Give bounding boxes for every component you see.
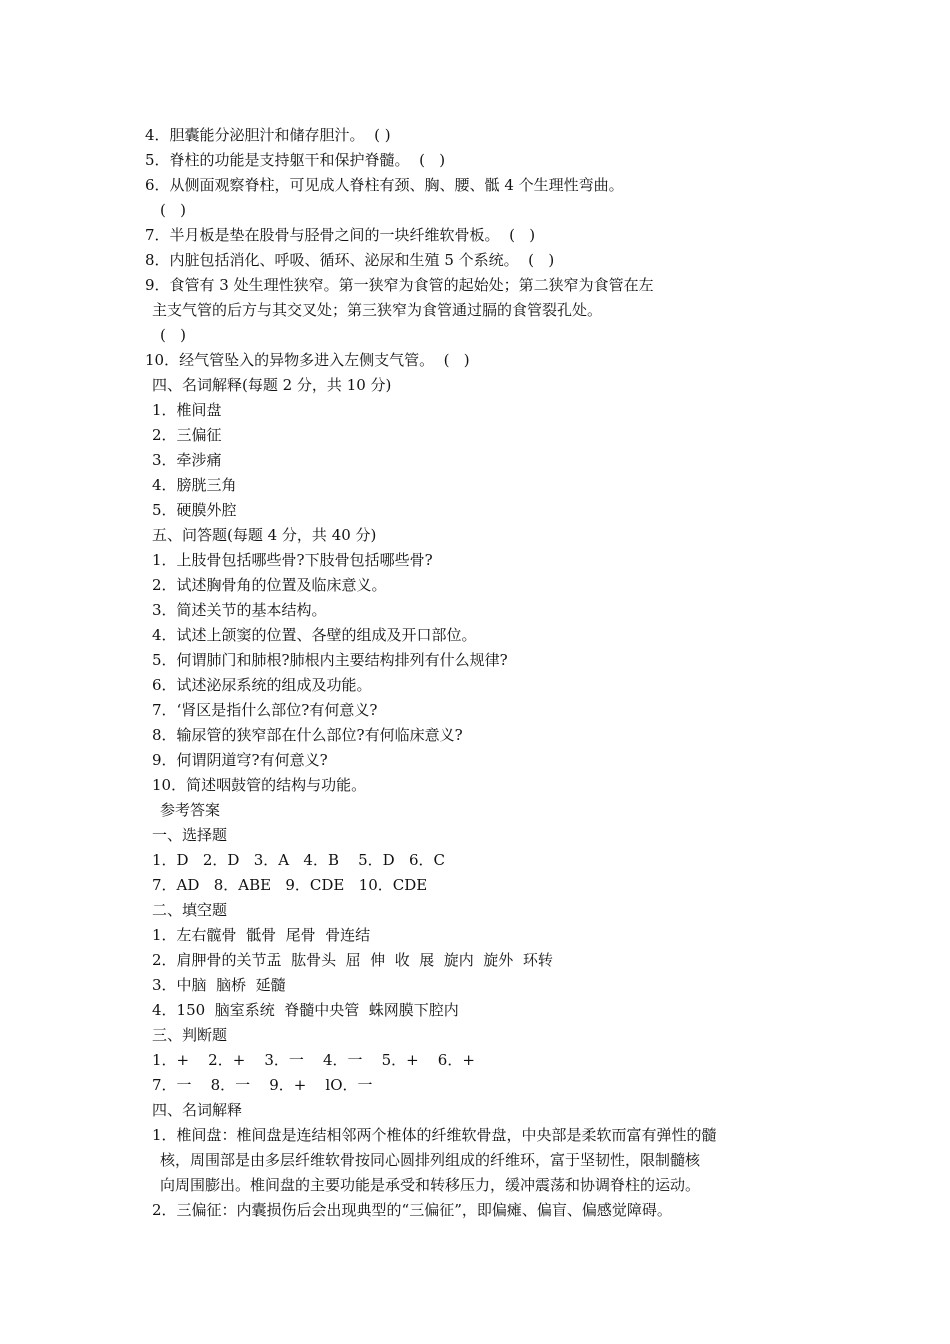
answer-line: 4．150 脑室系统 脊髓中央管 蛛网膜下腔内 xyxy=(152,1001,459,1019)
question-line: 7．‘肾区是指什么部位?有何意义? xyxy=(152,701,378,719)
question-line: 10．经气管坠入的异物多进入左侧支气管。 ( ) xyxy=(145,351,470,369)
question-line: 9．食管有 3 处生理性狭窄。第一狭窄为食管的起始处；第二狭窄为食管在左 xyxy=(145,276,654,294)
question-continuation: 主支气管的后方与其交叉处；第三狭窄为食管通过膈的食管裂孔处。 xyxy=(152,301,603,319)
document-body xyxy=(0,123,950,1223)
answer-line: 1．左右髋骨 骶骨 尾骨 骨连结 xyxy=(152,926,371,944)
question-line: 7．半月板是垫在股骨与胫骨之间的一块纤维软骨板。 ( ) xyxy=(145,226,536,244)
question-line: 5．脊柱的功能是支持躯干和保护脊髓。 ( ) xyxy=(145,151,446,169)
answer-line: 2．三偏征：内囊损伤后会出现典型的“三偏征”，即偏瘫、偏盲、偏感觉障碍。 xyxy=(152,1201,672,1219)
question-line: 10．简述咽鼓管的结构与功能。 xyxy=(152,776,367,794)
answer-blank: ( ) xyxy=(160,201,187,219)
question-line: 4．试述上颌窦的位置、各壁的组成及开口部位。 xyxy=(152,626,477,644)
term-item: 5．硬膜外腔 xyxy=(152,501,237,519)
answer-line: 3．中脑 脑桥 延髓 xyxy=(152,976,286,994)
term-item: 1．椎间盘 xyxy=(152,401,222,419)
question-line: 1．上肢骨包括哪些骨?下肢骨包括哪些骨? xyxy=(152,551,433,569)
question-line: 6．试述泌尿系统的组成及功能。 xyxy=(152,676,372,694)
answer-continuation: 核，周围部是由多层纤维软骨按同心圆排列组成的纤维环，富于坚韧性，限制髓核 xyxy=(160,1151,701,1169)
answer-blank: ( ) xyxy=(160,326,187,344)
term-item: 4．膀胱三角 xyxy=(152,476,237,494)
question-line: 6．从侧面观察脊柱，可见成人脊柱有颈、胸、腰、骶 4 个生理性弯曲。 xyxy=(145,176,624,194)
answer-line: 2．肩胛骨的关节盂 肱骨头 屈 伸 收 展 旋内 旋外 环转 xyxy=(152,951,553,969)
question-line: 8．输尿管的狭窄部在什么部位?有何临床意义? xyxy=(152,726,463,744)
answer-line: 1．D 2．D 3．A 4．B 5．D 6．C xyxy=(152,851,445,869)
question-line: 4．胆囊能分泌胆汁和储存胆汁。 ( ) xyxy=(145,126,391,144)
answer-line: 7．一 8．一 9．+ lO．一 xyxy=(152,1076,373,1094)
section-heading: 四、名词解释(每题 2 分，共 10 分) xyxy=(152,376,392,394)
term-item: 3．牵涉痛 xyxy=(152,451,222,469)
section-heading: 一、选择题 xyxy=(152,826,228,844)
term-item: 2．三偏征 xyxy=(152,426,222,444)
answer-continuation: 向周围膨出。椎间盘的主要功能是承受和转移压力，缓冲震荡和协调脊柱的运动。 xyxy=(160,1176,701,1194)
answer-line: 1．椎间盘：椎间盘是连结相邻两个椎体的纤维软骨盘，中央部是柔软而富有弹性的髓 xyxy=(152,1126,717,1144)
section-heading: 二、填空题 xyxy=(152,901,228,919)
question-line: 2．试述胸骨角的位置及临床意义。 xyxy=(152,576,387,594)
question-line: 3．简述关节的基本结构。 xyxy=(152,601,327,619)
section-heading: 四、名词解释 xyxy=(152,1101,243,1119)
answer-key-heading: 参考答案 xyxy=(160,801,221,819)
section-heading: 五、问答题(每题 4 分，共 40 分) xyxy=(152,526,377,544)
answer-line: 1．+ 2．+ 3．一 4．一 5．+ 6．+ xyxy=(152,1051,475,1069)
question-line: 8．内脏包括消化、呼吸、循环、泌尿和生殖 5 个系统。 ( ) xyxy=(145,251,555,269)
question-line: 9．何谓阴道穹?有何意义? xyxy=(152,751,328,769)
section-heading: 三、判断题 xyxy=(152,1026,228,1044)
question-line: 5．何谓肺门和肺根?肺根内主要结构排列有什么规律? xyxy=(152,651,508,669)
answer-line: 7．AD 8．ABE 9．CDE 10．CDE xyxy=(152,876,428,894)
